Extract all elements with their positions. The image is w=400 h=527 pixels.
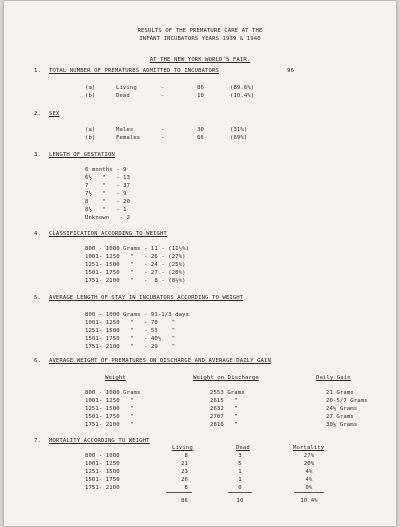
header-line-3: AT THE NEW YORK WORLD'S FAIR. [149,57,251,63]
mortality-living: 21 [181,461,188,467]
mortality-weight: 1751- 2100 [85,485,120,491]
s1-row-label: Living [116,85,137,91]
stay-row: 1501- 1750 " - 40½ " [85,336,176,342]
discharge-weight: 1751- 2100 " [85,422,134,428]
weight-class-row: 1001- 1250 " - 26 - (27%) [85,254,186,260]
discharge-weight: 800 - 1000 Grams [85,390,141,396]
s1-row-key: (a) [85,85,96,91]
section-5-number: 5. [34,295,41,301]
section-1-total: 96 [287,68,294,74]
gestation-row: 6 months - 9 [85,167,127,173]
discharge-value: 2816 " [210,422,238,428]
living-total-rule [166,492,192,493]
section-6-number: 6. [34,358,41,364]
mortality-pct: 20% [303,461,315,467]
weight-class-row: 800 - 1000 Grams - 11 - (11½%) [85,246,190,252]
mortality-pct: 4% [305,477,313,483]
mortality-dead: 0 [238,485,242,491]
s1-row-dash: - [161,93,165,99]
daily-gain: 27 Grams [326,414,354,420]
discharge-value: 2707 " [210,414,238,420]
s2-row-dash: - [161,127,165,133]
mortality-dead: 5 [238,461,242,467]
section-3-number: 3. [34,152,41,158]
s2-row-value: 66 [197,135,204,141]
s1-row-value: 86 [197,85,204,91]
header-line-2: INFANT INCUBATORS YEARS 1939 & 1940 [139,36,261,42]
s1-row-value: 10 [197,93,204,99]
weight-class-row: 1501- 1750 " - 27 - (28%) [85,270,186,276]
discharge-value: 2632 " [210,406,238,412]
daily-gain: 21 Grams [326,390,354,396]
s1-row-pct: (10.4%) [230,93,255,99]
dead-total: 10 [236,498,244,504]
section-7-title: MORTALITY ACCORDING TO WEIGHT [49,438,150,444]
living-total: 86 [181,498,188,504]
s2-row-label: Females [116,135,141,141]
mortality-living: 23 [181,469,188,475]
gestation-row: 7½ " - 9 [85,191,127,197]
dead-total-rule [228,492,252,493]
mortality-weight: 1501- 1750 [85,477,120,483]
mortality-living: 8 [184,453,188,459]
gestation-row: 8½ " - 1 [85,207,127,213]
discharge-value: 2615 " [210,398,238,404]
section-2-title: SEX [49,111,60,117]
col-header-discharge: Weight on Discharge [193,375,259,381]
daily-gain: 30½ Grams [326,422,358,428]
gestation-row: Unknown - 2 [85,215,131,221]
s2-row-pct: (31%) [230,127,248,133]
daily-gain: 24½ Grams [326,406,358,412]
mortality-dead: 1 [238,477,242,483]
mortality-dead: 3 [238,453,242,459]
section-1-title: TOTAL NUMBER OF PREMATURES ADMITTED TO INCUBATORS [49,68,219,74]
section-3-title: LENGTH OF GESTATION [49,152,115,158]
s1-row-pct: (89.6%) [230,85,255,91]
section-1-number: 1. [34,68,41,74]
mortality-pct: 4% [305,469,313,475]
s1-row-dash: - [161,85,165,91]
s1-row-label: Dead [116,93,130,99]
s2-row-key: (a) [85,127,96,133]
discharge-value: 2553 Grams [210,390,245,396]
col-header-weight: Weight [105,375,126,381]
gestation-row: 8 " - 20 [85,199,131,205]
col-header-dead: Dead [236,445,250,451]
mortality-weight: 1001- 1250 [85,461,120,467]
s1-row-key: (b) [85,93,96,99]
gestation-row: 6½ " - 13 [85,175,131,181]
mortality-pct: 0% [305,485,313,491]
section-5-title: AVERAGE LENGTH OF STAY IN INCUBATORS ACCORDING TO WEIGHT [49,295,244,301]
discharge-weight: 1501- 1750 " [85,414,134,420]
s2-row-dash: - [161,135,165,141]
mortality-pct: 27% [303,453,315,459]
col-header-living: Living [172,445,193,451]
section-6-title: AVERAGE WEIGHT OF PREMATURES ON DISCHARGE AND AVERAGE DAILY GAIN [49,358,271,364]
stay-row: 1001- 1250 " - 70 " [85,320,176,326]
s2-row-value: 30 [197,127,204,133]
mortality-living: 8 [184,485,188,491]
discharge-weight: 1001- 1250 " [85,398,134,404]
col-header-gain: Daily Gain [316,375,351,381]
weight-class-row: 1251- 1500 " - 24 - (25%) [85,262,186,268]
mortality-total-rule [294,492,324,493]
section-2-number: 2. [34,111,41,117]
header-line-1: RESULTS OF THE PREMATURE CARE AT THE [137,28,263,34]
col-header-mortality: Mortality [293,445,325,451]
document-page [4,1,396,526]
stay-row: 1751- 2100 " - 29 " [85,344,176,350]
mortality-weight: 800 - 1000 [85,453,120,459]
mortality-living: 26 [181,477,188,483]
section-4-title: CLASSIFICATION ACCORDING TO WEIGHT [49,231,167,237]
daily-gain: 20-5/7 Grams [326,398,368,404]
s2-row-key: (b) [85,135,96,141]
weight-class-row: 1751- 2100 " - 8 - (8½%) [85,278,186,284]
s2-row-pct: (69%) [230,135,248,141]
mortality-total: 10.4% [300,498,318,504]
section-7-number: 7. [34,438,41,444]
stay-row: 800 - 1000 Grams - 91-1/3 days [85,312,190,318]
stay-row: 1251- 1500 " - 53 " [85,328,176,334]
mortality-weight: 1251- 1500 [85,469,120,475]
s2-row-label: Males [116,127,134,133]
mortality-dead: 1 [238,469,242,475]
discharge-weight: 1251- 1500 " [85,406,134,412]
gestation-row: 7 " - 37 [85,183,131,189]
section-4-number: 4. [34,231,41,237]
